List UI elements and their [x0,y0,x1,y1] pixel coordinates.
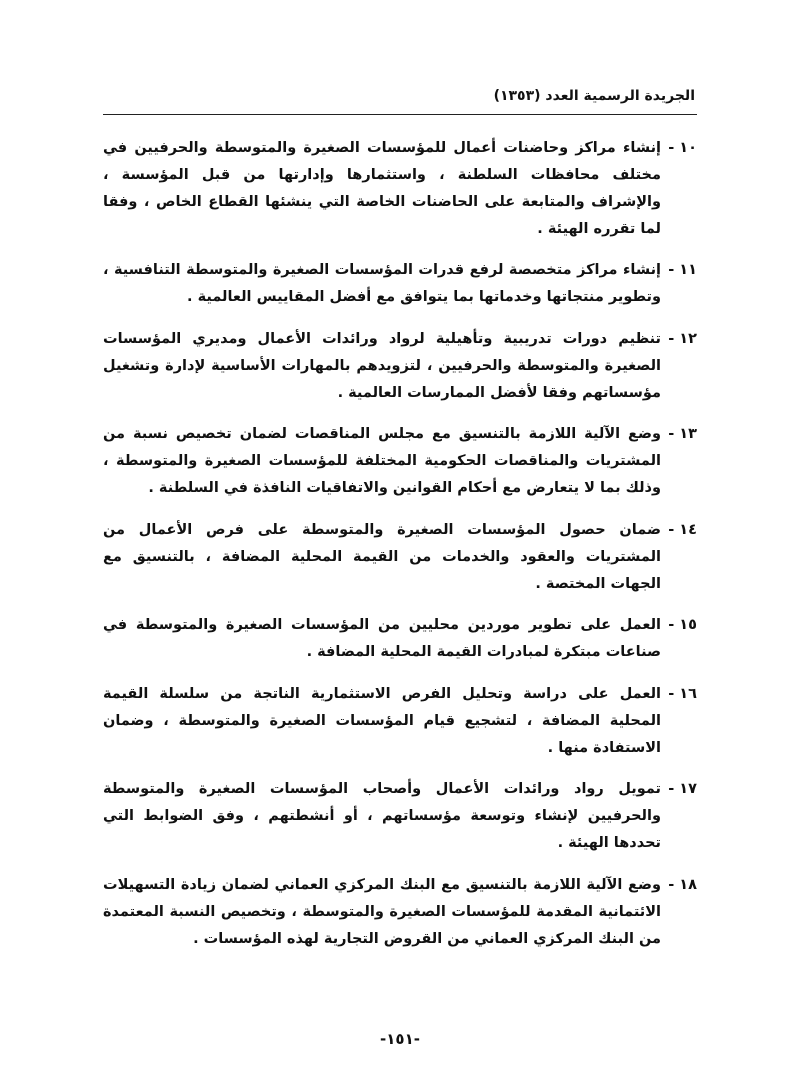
item-number: ١٦ - [668,685,697,702]
list-item-18 [103,872,697,953]
list-item-15 [103,612,697,666]
item-text: تنظيم دورات تدريبية وتأهيلية لرواد ورائدات الأعمال ومديري المؤسسات الصغيرة والمتوسطة والحرفيين ، لتزويدهم بالمهارات الأساسية لإدارة وتشغيل مؤسساتهم وفقا لأفضل الممارسات العالمية . [103,330,661,401]
item-text: وضع الآلية اللازمة بالتنسيق مع مجلس المناقصات لضمان تخصيص نسبة من المشتريات والمناقصات الحكومية المختلفة للمؤسسات الصغيرة والمتوسطة ، وذلك بما لا يتعارض مع أحكام القوانين والاتفاقيات النافذة في السلطنة . [103,426,661,496]
list-item-10 [103,135,697,243]
item-text: إنشاء مراكز متخصصة لرفع قدرات المؤسسات الصغيرة والمتوسطة التنافسية ، وتطوير منتجاتها وخدماتها بما يتوافق مع أفضل المقاييس العالمية . [103,262,661,305]
item-number: ١٧ - [668,781,697,797]
page-header [103,84,697,115]
item-number: ١٨ - [668,876,697,893]
list-item-17 [103,776,697,857]
item-number: ١١ - [668,262,697,278]
item-text: العمل على تطوير موردين محليين من المؤسسات الصغيرة والمتوسطة في صناعات مبتكرة لمبادرات القيمة المحلية المضافة . [103,617,661,660]
item-number: ١٤ - [668,521,697,538]
item-number: ١٢ - [668,330,697,347]
item-text: العمل على دراسة وتحليل الفرص الاستثمارية الناتجة من سلسلة القيمة المحلية المضافة ، لتشجيع قيام المؤسسات الصغيرة والمتوسطة ، وضمان الاستفادة منها . [103,685,661,756]
document-body [103,120,697,967]
item-number: ١٥ - [668,617,697,633]
list-item-11 [103,257,697,311]
item-text: إنشاء مراكز وحاضنات أعمال للمؤسسات الصغيرة والمتوسطة والحرفيين في مختلف محافظات السلطنة ، واستثمارها وإدارتها من قبل المؤسسة ، والإشراف والمتابعة على الحاضنات الخاصة التي ينشئها القطاع الخاص ، وفقا لما تقرره الهيئة . [103,139,661,237]
item-number: ١٠ - [668,139,697,156]
item-text: تمويل رواد ورائدات الأعمال وأصحاب المؤسسات الصغيرة والمتوسطة والحرفيين لإنشاء وتوسعة مؤسساتهم ، أو أنشطتهم ، وفق الضوابط التي تحددها الهيئة . [103,781,661,851]
page-number: -١٥١- [380,1030,420,1048]
list-item-16 [103,681,697,762]
item-number: ١٣ - [668,426,697,442]
list-item-13 [103,421,697,502]
item-text: وضع الآلية اللازمة بالتنسيق مع البنك المركزي العماني لضمان زيادة التسهيلات الائتمانية المقدمة للمؤسسات الصغيرة والمتوسطة ، وتخصيص النسبة المعتمدة من البنك المركزي العماني من القروض التجارية لهذه المؤسسات . [103,876,661,947]
list-item-12 [103,326,697,407]
gazette-header-title: الجريدة الرسمية العدد (١٣٥٣) [493,88,695,104]
list-item-14 [103,517,697,598]
item-text: ضمان حصول المؤسسات الصغيرة والمتوسطة على فرص الأعمال من المشتريات والعقود والخدمات من القيمة المحلية المضافة ، بالتنسيق مع الجهات المختصة . [103,521,661,592]
